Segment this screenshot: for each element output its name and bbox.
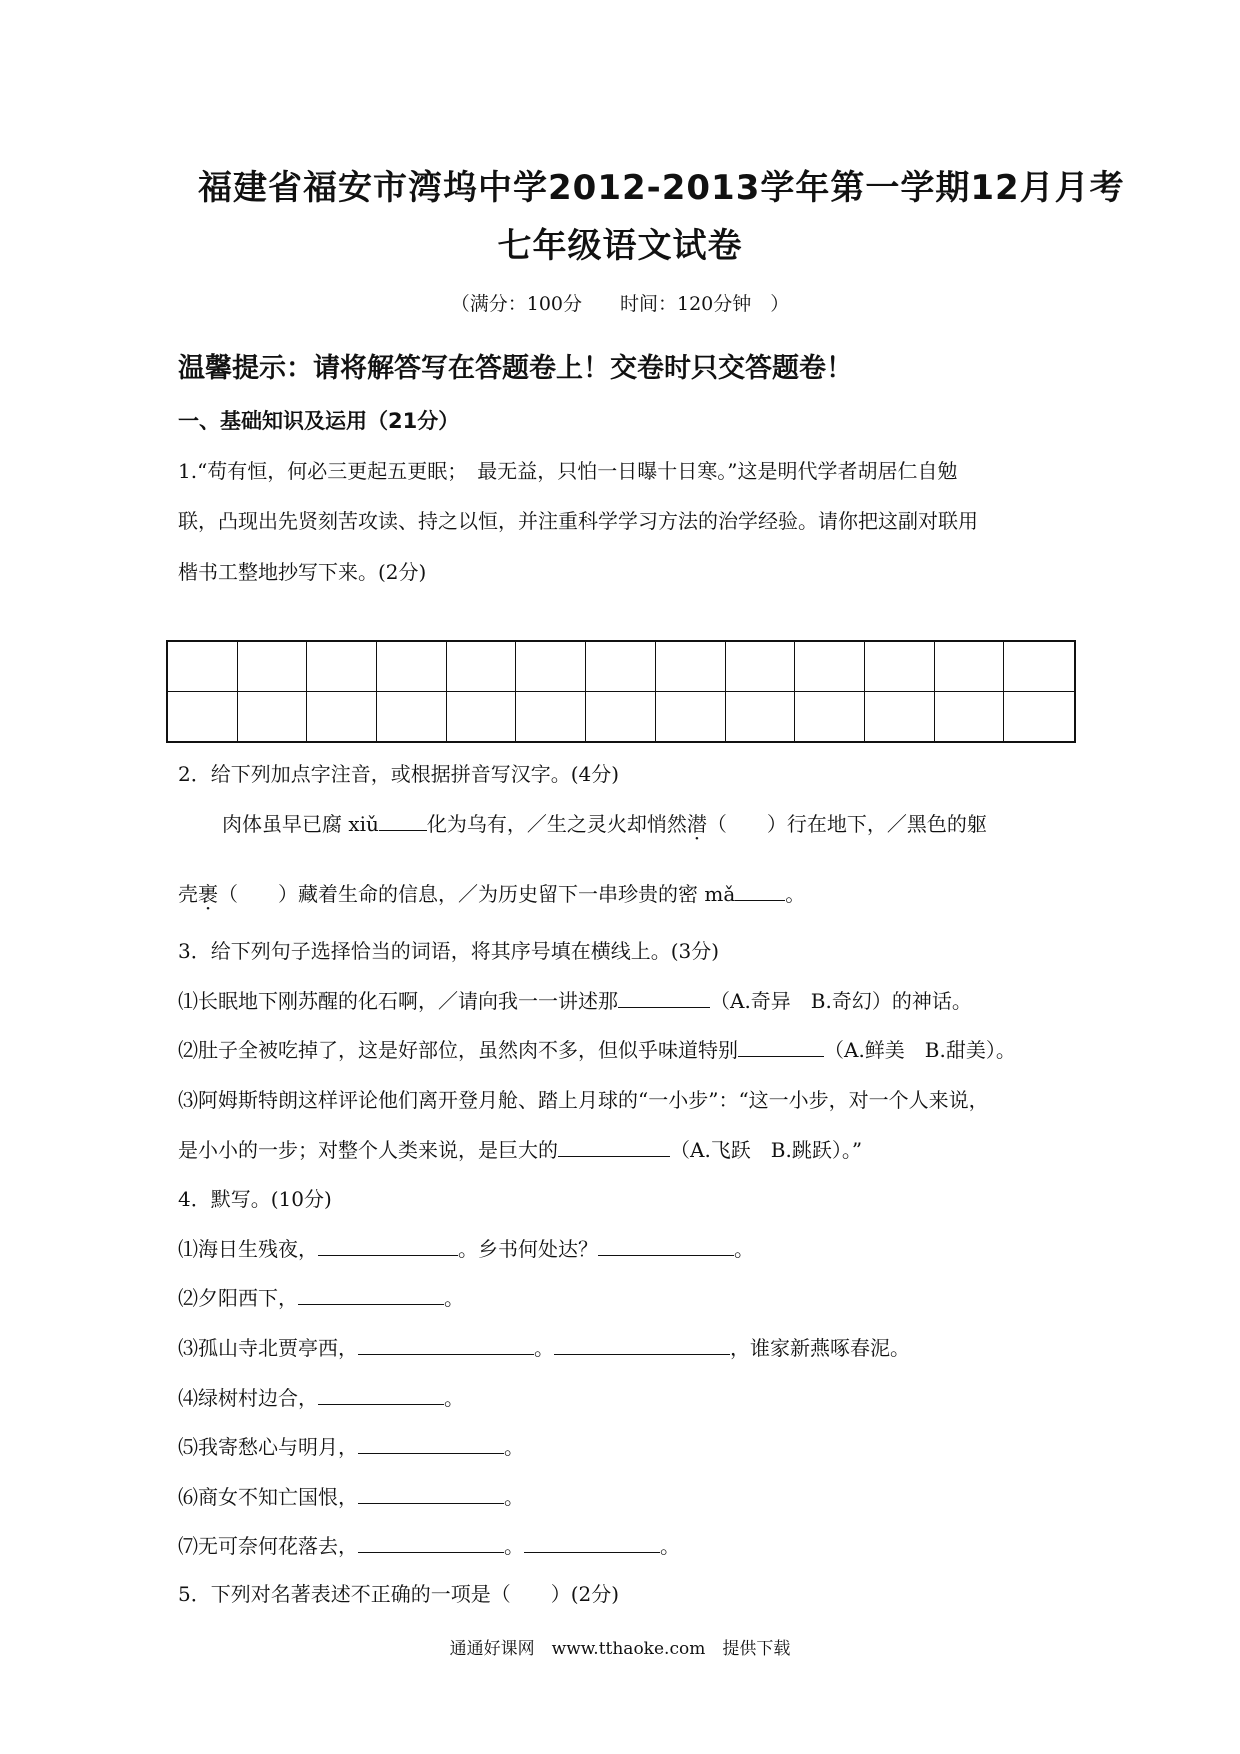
q4-item2 [178, 1282, 464, 1311]
grid-cell[interactable] [238, 692, 308, 742]
grid-cell[interactable] [795, 692, 865, 742]
q4-text: ⑴海日生残夜， [178, 1237, 318, 1261]
exam-title-line2: 七年级语文试卷 [497, 226, 743, 266]
q4-text: 。 [734, 1237, 754, 1261]
q2-text: 。 [785, 882, 806, 906]
answer-blank[interactable] [618, 987, 710, 1008]
answer-blank[interactable] [318, 1235, 458, 1256]
grid-cell[interactable] [238, 642, 308, 692]
dotted-char: 潜 [686, 812, 707, 836]
grid-cell[interactable] [377, 692, 447, 742]
q3-text: 是小小的一步；对整个人类来说，是巨大的 [178, 1138, 558, 1162]
q4-text: 。 [534, 1336, 554, 1360]
q4-text: 。 [504, 1485, 524, 1509]
q1-line3: 楷书工整地抄写下来。(2分) [178, 560, 427, 584]
exam-title-line1: 福建省福安市湾坞中学2012-2013学年第一学期12月月考 [198, 168, 1125, 208]
q4-text: 。 [444, 1386, 464, 1410]
q2-text: （ ）藏着生命的信息，／为历史留下一串珍贵的密 mǎ [218, 882, 736, 906]
grid-cell[interactable] [726, 642, 796, 692]
q3-item3-cont [178, 1134, 862, 1163]
q2-line1 [222, 808, 987, 837]
grid-cell[interactable] [516, 642, 586, 692]
q4-text: ⑶孤山寺北贾亭西， [178, 1336, 358, 1360]
grid-cell[interactable] [726, 692, 796, 742]
grid-cell[interactable] [377, 642, 447, 692]
answer-blank[interactable] [554, 1334, 730, 1355]
q4-item6 [178, 1481, 524, 1510]
answer-blank[interactable] [738, 1036, 824, 1057]
q4-text: 。 [660, 1534, 680, 1558]
grid-cell[interactable] [586, 642, 656, 692]
grid-cell[interactable] [1004, 642, 1074, 692]
answer-blank[interactable] [524, 1532, 660, 1553]
q4-text: ⑵夕阳西下， [178, 1286, 298, 1310]
q4-item7 [178, 1530, 680, 1559]
grid-cell[interactable] [586, 692, 656, 742]
grid-cell[interactable] [307, 692, 377, 742]
q3-text: （A.飞跃 B.跳跃）。” [670, 1138, 863, 1162]
q5-stem: 5．下列对名著表述不正确的一项是（ ）(2分) [178, 1582, 620, 1606]
q1-line2: 联，凸现出先贤刻苦攻读、持之以恒，并注重科学学习方法的治学经验。请你把这副对联用 [178, 509, 978, 533]
answer-blank[interactable] [358, 1433, 504, 1454]
q4-stem: 4．默写。(10分) [178, 1187, 332, 1211]
grid-cell[interactable] [447, 692, 517, 742]
answer-blank[interactable] [558, 1136, 670, 1157]
q2-stem: 2．给下列加点字注音，或根据拼音写汉字。(4分) [178, 762, 620, 786]
grid-cell[interactable] [656, 692, 726, 742]
q4-text: ⑷绿树村边合， [178, 1386, 318, 1410]
footer-credit: 通通好课网 www.tthaoke.com 提供下载 [449, 1639, 791, 1659]
q3-item1 [178, 985, 972, 1014]
answer-blank[interactable] [598, 1235, 734, 1256]
q3-item3: ⑶阿姆斯特朗这样评论他们离开登月舱、踏上月球的“一小步”：“这一小步，对一个人来说， [178, 1088, 989, 1112]
grid-cell[interactable] [447, 642, 517, 692]
q4-text: 。 [504, 1435, 524, 1459]
q4-text: 。 [504, 1534, 524, 1558]
calligraphy-grid[interactable] [166, 640, 1076, 743]
exam-meta: （满分：100分 时间：120分钟 ） [450, 293, 790, 315]
grid-cell[interactable] [307, 642, 377, 692]
q2-text: 化为乌有，／生之灵火却悄然 [426, 812, 687, 836]
q4-item1 [178, 1233, 754, 1262]
answer-blank[interactable] [358, 1483, 504, 1504]
q3-item2 [178, 1034, 1016, 1063]
q2-text: （ ）行在地下，／黑色的躯 [706, 812, 987, 836]
q4-text: 。乡书何处达？ [458, 1237, 598, 1261]
q4-item4 [178, 1382, 464, 1411]
answer-blank[interactable] [379, 810, 427, 831]
grid-cell[interactable] [935, 692, 1005, 742]
answer-blank[interactable] [358, 1532, 504, 1553]
q4-text: ⑹商女不知亡国恨， [178, 1485, 358, 1509]
grid-cell[interactable] [168, 692, 238, 742]
grid-cell[interactable] [516, 692, 586, 742]
q4-item5 [178, 1431, 524, 1460]
q4-text: ，谁家新燕啄春泥。 [730, 1336, 910, 1360]
answer-blank[interactable] [318, 1384, 444, 1405]
grid-cell[interactable] [168, 642, 238, 692]
grid-cell[interactable] [865, 692, 935, 742]
q2-text: 肉体虽早已腐 xiǔ [222, 812, 379, 836]
q4-item3 [178, 1332, 910, 1361]
q2-line2 [178, 878, 805, 907]
q4-text: ⑸我寄愁心与明月， [178, 1435, 358, 1459]
q2-text: 壳 [178, 882, 198, 906]
q3-text: （A.鲜美 B.甜美）。 [824, 1038, 1016, 1062]
grid-cell[interactable] [935, 642, 1005, 692]
q3-text: ⑵肚子全被吃掉了，这是好部位，虽然肉不多，但似乎味道特别 [178, 1038, 738, 1062]
dotted-char: 裹 [198, 882, 218, 906]
q1-line1: 1.“苟有恒，何必三更起五更眠； 最无益，只怕一日曝十日寒。”这是明代学者胡居仁自勉 [178, 459, 958, 483]
q3-text: （A.奇异 B.奇幻）的神话。 [710, 989, 972, 1013]
q4-text: ⑺无可奈何花落去， [178, 1534, 358, 1558]
answer-blank[interactable] [735, 880, 785, 901]
grid-cell[interactable] [795, 642, 865, 692]
q3-text: ⑴长眠地下刚苏醒的化石啊，／请向我一一讲述那 [178, 989, 618, 1013]
reminder-tip: 温馨提示：请将解答写在答题卷上！交卷时只交答题卷！ [178, 353, 853, 384]
q3-stem: 3．给下列句子选择恰当的词语，将其序号填在横线上。(3分) [178, 939, 720, 963]
grid-cell[interactable] [656, 642, 726, 692]
grid-cell[interactable] [1004, 692, 1074, 742]
grid-cell[interactable] [865, 642, 935, 692]
q4-text: 。 [444, 1286, 464, 1310]
answer-blank[interactable] [358, 1334, 534, 1355]
answer-blank[interactable] [298, 1284, 444, 1305]
section-heading: 一、基础知识及运用（21分） [178, 409, 460, 433]
